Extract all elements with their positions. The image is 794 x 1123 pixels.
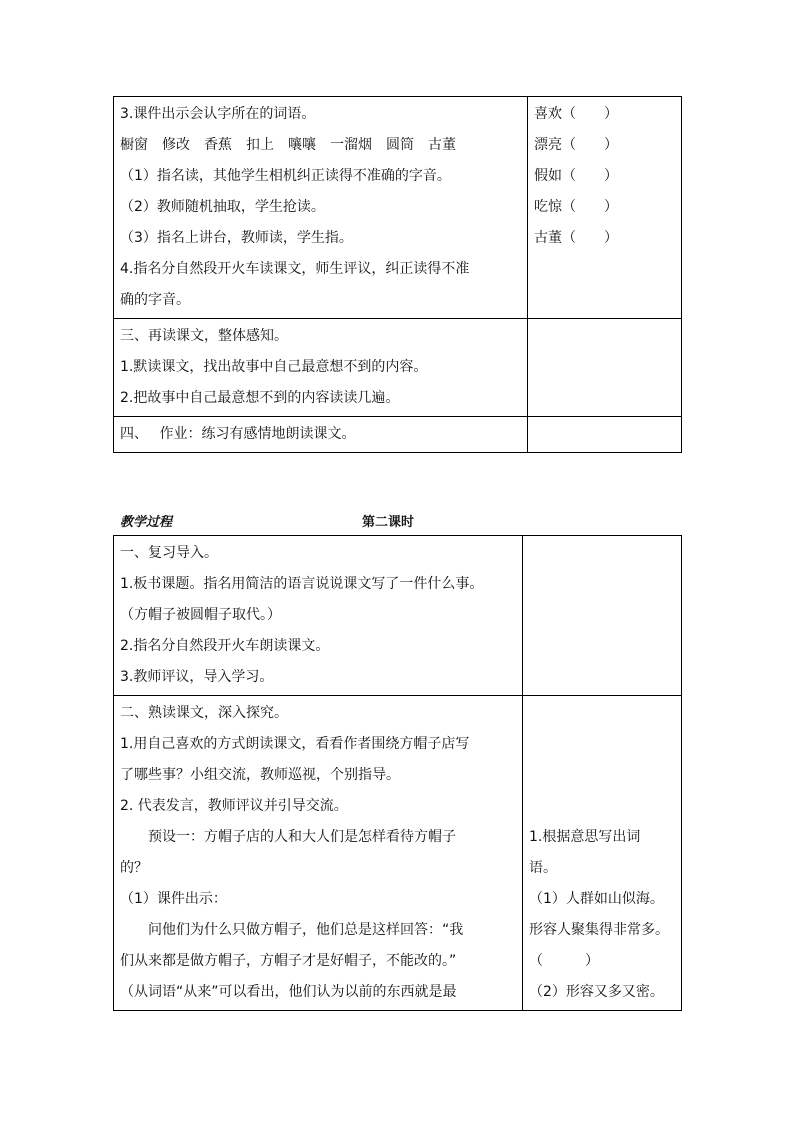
lesson-table-1 [113,96,682,453]
word: 香蕉 [204,137,232,153]
text-line: 一、复习导入。 [120,545,218,561]
text-line: （3）指名上讲台，教师读，学生指。 [120,230,353,246]
text-line: 2.指名分自然段开火车朗读课文。 [120,638,330,654]
table-cell [528,417,682,453]
table-cell [114,97,528,319]
text-line: （2）教师随机抽取，学生抢读。 [120,199,325,215]
text-line: 的？ [120,860,148,876]
text-line: 1.板书课题。指名用简洁的语言说说课文写了一件什么事。 [120,576,484,592]
table-cell [114,536,523,696]
text-line: 问他们为什么只做方帽子，他们总是这样回答：“我 [148,922,464,938]
text-line: （从词语“从来”可以看出，他们认为以前的东西就是最 [120,984,457,1000]
table-row [114,696,682,1011]
table-row [114,319,682,417]
word: 修改 [162,137,190,153]
word-list [120,130,521,161]
word: 一溜烟 [330,137,372,153]
exercise-line: 漂亮（ ） [534,137,618,153]
text-line: 二、熟读课文，深入探究。 [120,705,288,721]
lesson-table-2 [113,535,682,1011]
text-line: 1.用自己喜欢的方式朗读课文，看看作者围绕方帽子店写 [120,736,470,752]
text-line: （方帽子被圆帽子取代。） [120,607,281,623]
section-label: 教学过程 [120,515,173,530]
exercise-line: 1.根据意思写出词 [529,829,641,845]
word: 圆筒 [386,137,414,153]
word: 扣上 [246,137,274,153]
text-line: 3.课件出示会认字所在的词语。 [120,106,316,122]
table-cell [114,319,528,417]
exercise-line: 古董（ ） [534,230,618,246]
text-line: （1）指名读，其他学生相机纠正读得不准确的字音。 [120,168,451,184]
text-line: 2.把故事中自己最意想不到的内容读读几遍。 [120,390,400,406]
text-line: 2. 代表发言，教师评议并引导交流。 [120,798,348,814]
table-row [114,97,682,319]
text-line: 了哪些事？小组交流，教师巡视，个别指导。 [120,767,400,783]
text-line: 1.默读课文，找出故事中自己最意想不到的内容。 [120,359,428,375]
exercise-line: （2）形容又多又密。 [529,984,664,1000]
table-row [114,417,682,453]
text-line: （1）课件出示： [120,891,227,907]
text-line: 三、再读课文，整体感知。 [120,328,288,344]
exercise-line: 假如（ ） [534,168,618,184]
exercise-line: 形容人聚集得非常多。 [529,922,669,938]
table-cell [523,536,682,696]
text-line: 3.教师评议，导入学习。 [120,669,274,685]
text-line: 们从来都是做方帽子，方帽子才是好帽子，不能改的。” [120,953,457,969]
table-cell [528,319,682,417]
table-cell [114,696,523,1011]
exercise-line: 语。 [529,860,557,876]
table-cell [528,97,682,319]
word: 橱窗 [120,137,148,153]
text-line: 确的字音。 [120,292,190,308]
section-title: 第二课时 [362,515,415,530]
exercise-line: （1）人群如山似海。 [529,891,664,907]
word: 嚷嚷 [288,137,316,153]
text-line: 预设一：方帽子店的人和大人们是怎样看待方帽子 [148,829,456,845]
table-cell [114,417,528,453]
text-line: 四、 作业：练习有感情地朗读课文。 [120,426,356,442]
word: 古董 [428,137,456,153]
exercise-line: 吃惊（ ） [534,199,618,215]
exercise-line: （ ） [529,953,599,969]
table-cell [523,696,682,1011]
exercise-line: 喜欢（ ） [534,106,618,122]
text-line: 4.指名分自然段开火车读课文，师生评议，纠正读得不准 [120,261,470,277]
table-row [114,536,682,696]
